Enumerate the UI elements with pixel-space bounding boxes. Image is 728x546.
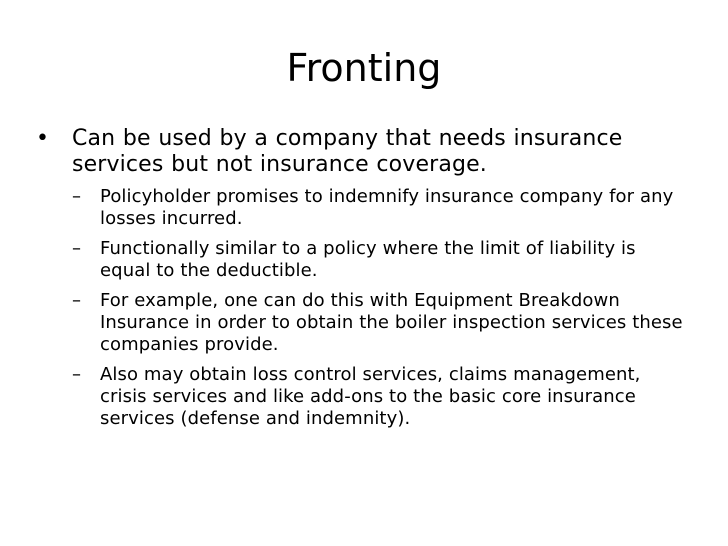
- sub-bullet-text: For example, one can do this with Equipment Breakdown Insurance in order to obtain the boiler inspection services these companies provide.: [100, 290, 683, 355]
- slide-title: Fronting: [286, 46, 442, 90]
- sub-bullet-item: [72, 290, 686, 356]
- sub-bullet-text: Also may obtain loss control services, claims management, crisis services and like add-ons to the basic core insurance services (defense and indemnity).: [100, 364, 641, 429]
- sub-bullet-marker: –: [72, 238, 82, 259]
- bullet-marker: •: [36, 126, 50, 151]
- sub-bullet-text: Functionally similar to a policy where the limit of liability is equal to the deductible.: [100, 238, 636, 281]
- sub-bullet-text: Policyholder promises to indemnify insurance company for any losses incurred.: [100, 186, 674, 229]
- sub-bullet-item: [72, 364, 686, 430]
- sub-bullet-list: [72, 186, 686, 430]
- sub-bullet-marker: –: [72, 290, 82, 311]
- sub-bullet-item: [72, 238, 686, 282]
- main-bullet: [36, 126, 686, 178]
- sub-bullet-item: [72, 186, 686, 230]
- slide-content: [36, 126, 686, 446]
- sub-bullet-marker: –: [72, 186, 82, 207]
- sub-bullet-marker: –: [72, 364, 82, 385]
- main-bullet-text: Can be used by a company that needs insurance services but not insurance coverage.: [72, 126, 623, 177]
